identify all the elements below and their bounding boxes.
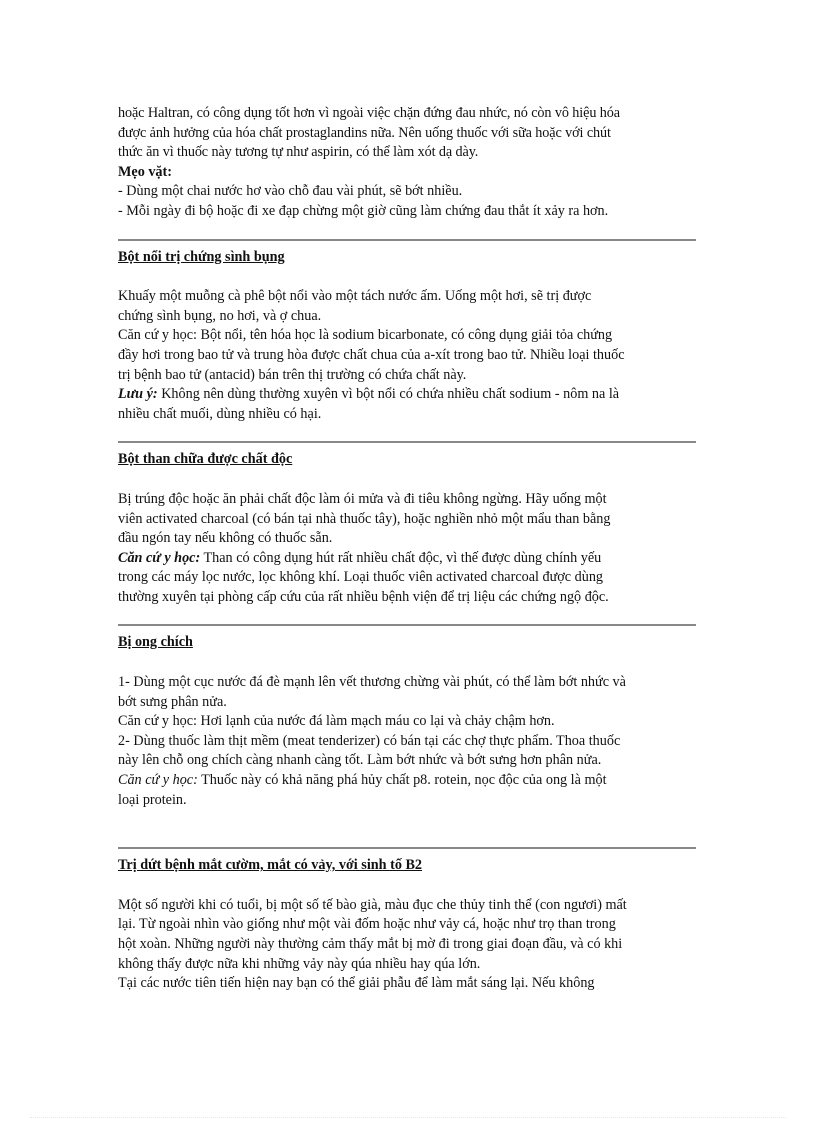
tip-item: - Mỗi ngày đi bộ hoặc đi xe đạp chừng một giờ cũng làm chứng đau thắt ít xảy ra hơn. xyxy=(118,202,609,219)
section-charcoal xyxy=(118,450,696,607)
basis-text: Than có công dụng hút rất nhiều chất độc, vì thế được dùng chính yếu xyxy=(200,549,602,566)
paragraph-line: này lên chỗ ong chích càng nhanh càng tốt. Làm bớt nhức và bớt sưng hơn phân nửa. xyxy=(118,752,602,769)
paragraph-line: Căn cứ y học: Bột nổi, tên hóa học là sodium bicarbonate, có công dụng giải tỏa chứng xyxy=(118,327,613,344)
section-bee-sting xyxy=(118,633,696,810)
paragraph-line: thường xuyên tại phòng cấp cứu của rất nhiều bệnh viện để trị liệu các chứng ngộ độc. xyxy=(118,588,609,605)
paragraph-line: đầu ngón tay nếu không có thuốc sẵn. xyxy=(118,530,333,547)
paragraph-line: 1- Dùng một cục nước đá đè mạnh lên vết thương chừng vài phút, có thể làm bớt nhức và xyxy=(118,674,626,691)
paragraph-line: 2- Dùng thuốc làm thịt mềm (meat tenderizer) có bán tại các chợ thực phẩm. Thoa thuốc xyxy=(118,732,621,749)
paragraph-line: lại. Từ ngoài nhìn vào giống như một vài đốm hoặc như vảy cá, hoặc như trọ than trong xyxy=(118,916,616,933)
note-text: Không nên dùng thường xuyên vì bột nổi có chứa nhiều chất sodium - nôm na là xyxy=(157,386,620,403)
paragraph-line: Căn cứ y học: Hơi lạnh của nước đá làm mạch máu co lại và chảy chậm hơn. xyxy=(118,713,555,730)
paragraph-line: Tại các nước tiên tiến hiện nay bạn có thể giải phẫu để làm mắt sáng lại. Nếu không xyxy=(118,975,595,992)
paragraph-line: nhiều chất muối, dùng nhiều có hại. xyxy=(118,405,322,422)
tips-label: Mẹo vặt: xyxy=(118,163,172,180)
document-page xyxy=(118,104,696,994)
note-line xyxy=(118,385,696,405)
basis-line xyxy=(118,771,696,791)
paragraph-line: hột xoàn. Những người này thường cảm thấy mắt bị mờ đi trong giai đoạn đầu, và có khi xyxy=(118,936,623,952)
page-bottom-border xyxy=(30,1117,786,1118)
paragraph-line: Một số người khi có tuổi, bị một số tế bào già, màu đục che thủy tinh thể (con ngươi) mất xyxy=(118,896,627,913)
intro-line: được ảnh hưởng của hóa chất prostaglandins nữa. Nên uống thuốc với sữa hoặc với chút xyxy=(118,124,611,141)
paragraph-line: viên activated charcoal (có bán tại nhà thuốc tây), hoặc nghiền nhỏ một mẩu than bằng xyxy=(118,510,611,527)
intro-block xyxy=(118,104,696,222)
paragraph-line: loại protein. xyxy=(118,791,187,808)
tip-item: - Dùng một chai nước hơ vào chỗ đau vài phút, sẽ bớt nhiều. xyxy=(118,183,463,200)
note-label: Lưu ý: xyxy=(118,386,158,403)
basis-text: Thuốc này có khả năng phá hủy chất p8. rotein, nọc độc của ong là một xyxy=(197,772,607,789)
section-title: Bột nổi trị chứng sình bụng xyxy=(118,248,285,265)
basis-label: Căn cứ y học: xyxy=(118,772,198,789)
section-title: Bị ong chích xyxy=(118,634,193,651)
basis-label: Căn cứ y học: xyxy=(118,549,201,566)
paragraph-line: Khuấy một muỗng cà phê bột nổi vào một tách nước ấm. Uống một hơi, sẽ trị được xyxy=(118,288,592,305)
paragraph-line: chứng sình bụng, no hơi, và ợ chua. xyxy=(118,307,322,324)
section-title: Trị dứt bệnh mắt cườm, mắt có vảy, với sinh tố B2 xyxy=(118,857,423,874)
intro-line: hoặc Haltran, có công dụng tốt hơn vì ngoài việc chặn đứng đau nhức, nó còn vô hiệu hóa xyxy=(118,105,620,121)
paragraph-line: Bị trúng độc hoặc ăn phải chất độc làm ói mửa và đi tiêu không ngừng. Hãy uống một xyxy=(118,490,607,507)
basis-line xyxy=(118,549,696,569)
paragraph-line: không thấy được nữa khi những vảy này qúa nhiều hay qúa lớn. xyxy=(118,955,481,972)
paragraph-line: trong các máy lọc nước, lọc không khí. Loại thuốc viên activated charcoal được dùng xyxy=(118,569,604,586)
section-cataract xyxy=(118,856,696,994)
paragraph-line: trị bệnh bao tử (antacid) bán trên thị trường có chứa chất này. xyxy=(118,366,467,383)
paragraph-line: bớt sưng phân nửa. xyxy=(118,693,227,710)
paragraph-line: đầy hơi trong bao tử và trung hòa được chất chua của a-xít trong bao tử. Nhiều loại thuốc xyxy=(118,346,625,363)
intro-line: thức ăn vì thuốc này tương tự như aspirin, có thể làm xót dạ dày. xyxy=(118,144,479,161)
section-title: Bột than chữa được chất độc xyxy=(118,451,293,468)
section-baking-soda xyxy=(118,248,696,425)
